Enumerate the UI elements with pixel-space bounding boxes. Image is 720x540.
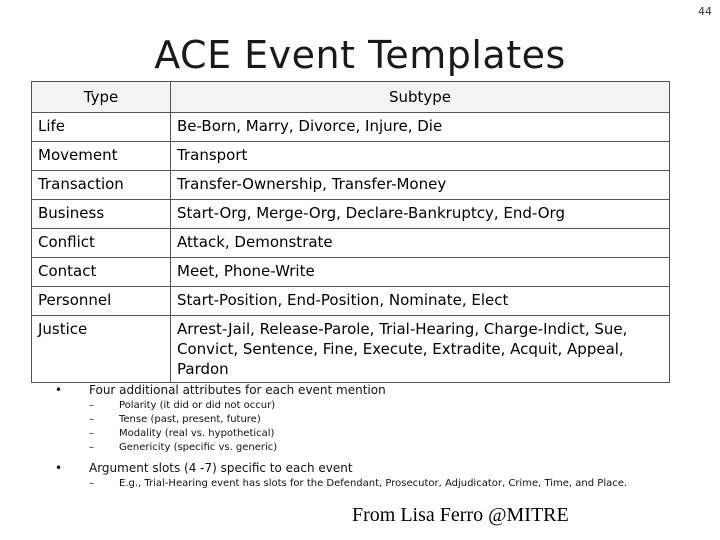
bullet-item	[55, 461, 675, 475]
header-type: Type	[32, 82, 171, 113]
page-number: 44	[698, 5, 712, 18]
slide-title: ACE Event Templates	[154, 33, 566, 77]
sub-bullet-mark: –	[89, 414, 94, 425]
subtype-cell: Meet, Phone-Write	[171, 258, 670, 287]
table-row	[32, 142, 670, 171]
table-row	[32, 258, 670, 287]
table-row	[32, 200, 670, 229]
sub-bullet-item	[89, 399, 675, 413]
sub-bullet-item	[89, 413, 675, 427]
sub-bullet-mark: –	[89, 442, 94, 453]
subtype-cell: Attack, Demonstrate	[171, 229, 670, 258]
table-row	[32, 229, 670, 258]
sub-bullet-text: Polarity (it did or did not occur)	[119, 400, 276, 411]
type-cell: Transaction	[32, 171, 171, 200]
table-row	[32, 113, 670, 142]
bullet-text: Four additional attributes for each event mention	[89, 383, 386, 397]
subtype-cell: Arrest-Jail, Release-Parole, Trial-Hearing, Charge-Indict, Sue, Convict, Sentence, Fine, Execute, Extradite, Acquit, Appeal, Pardon	[171, 316, 670, 383]
table-row	[32, 171, 670, 200]
subtype-cell: Start-Position, End-Position, Nominate, Elect	[171, 287, 670, 316]
subtype-cell: Be-Born, Marry, Divorce, Injure, Die	[171, 113, 670, 142]
sub-bullet-item	[89, 427, 675, 441]
bullet-text: Argument slots (4 -7) specific to each event	[89, 461, 353, 475]
subtype-cell: Start-Org, Merge-Org, Declare-Bankruptcy, End-Org	[171, 200, 670, 229]
sub-bullet-text: Genericity (specific vs. generic)	[119, 442, 278, 453]
subtype-cell: Transfer-Ownership, Transfer-Money	[171, 171, 670, 200]
source-credit: From Lisa Ferro @MITRE	[352, 504, 569, 526]
sub-bullet-list	[89, 399, 675, 455]
subtype-cell: Transport	[171, 142, 670, 171]
bullet-item	[55, 383, 675, 397]
event-template-table	[31, 81, 670, 383]
type-cell: Personnel	[32, 287, 171, 316]
sub-bullet-list	[89, 477, 675, 491]
type-cell: Conflict	[32, 229, 171, 258]
sub-bullet-mark: –	[89, 428, 94, 439]
type-cell: Life	[32, 113, 171, 142]
sub-bullet-text: Tense (past, present, future)	[119, 414, 261, 425]
sub-bullet-item	[89, 441, 675, 455]
sub-bullet-text: E.g., Trial-Hearing event has slots for the Defendant, Prosecutor, Adjudicator, Crime, Time, and Place.	[119, 478, 628, 489]
sub-bullet-mark: –	[89, 400, 94, 411]
header-subtype: Subtype	[171, 82, 670, 113]
bullet-list	[55, 383, 675, 497]
type-cell: Justice	[32, 316, 171, 383]
type-cell: Movement	[32, 142, 171, 171]
sub-bullet-mark: –	[89, 478, 94, 489]
table-row	[32, 287, 670, 316]
sub-bullet-item	[89, 477, 675, 491]
sub-bullet-text: Modality (real vs. hypothetical)	[119, 428, 275, 439]
type-cell: Business	[32, 200, 171, 229]
table-row	[32, 316, 670, 383]
bullet-mark: •	[55, 383, 63, 397]
table-header-row	[32, 82, 670, 113]
type-cell: Contact	[32, 258, 171, 287]
bullet-mark: •	[55, 461, 63, 475]
